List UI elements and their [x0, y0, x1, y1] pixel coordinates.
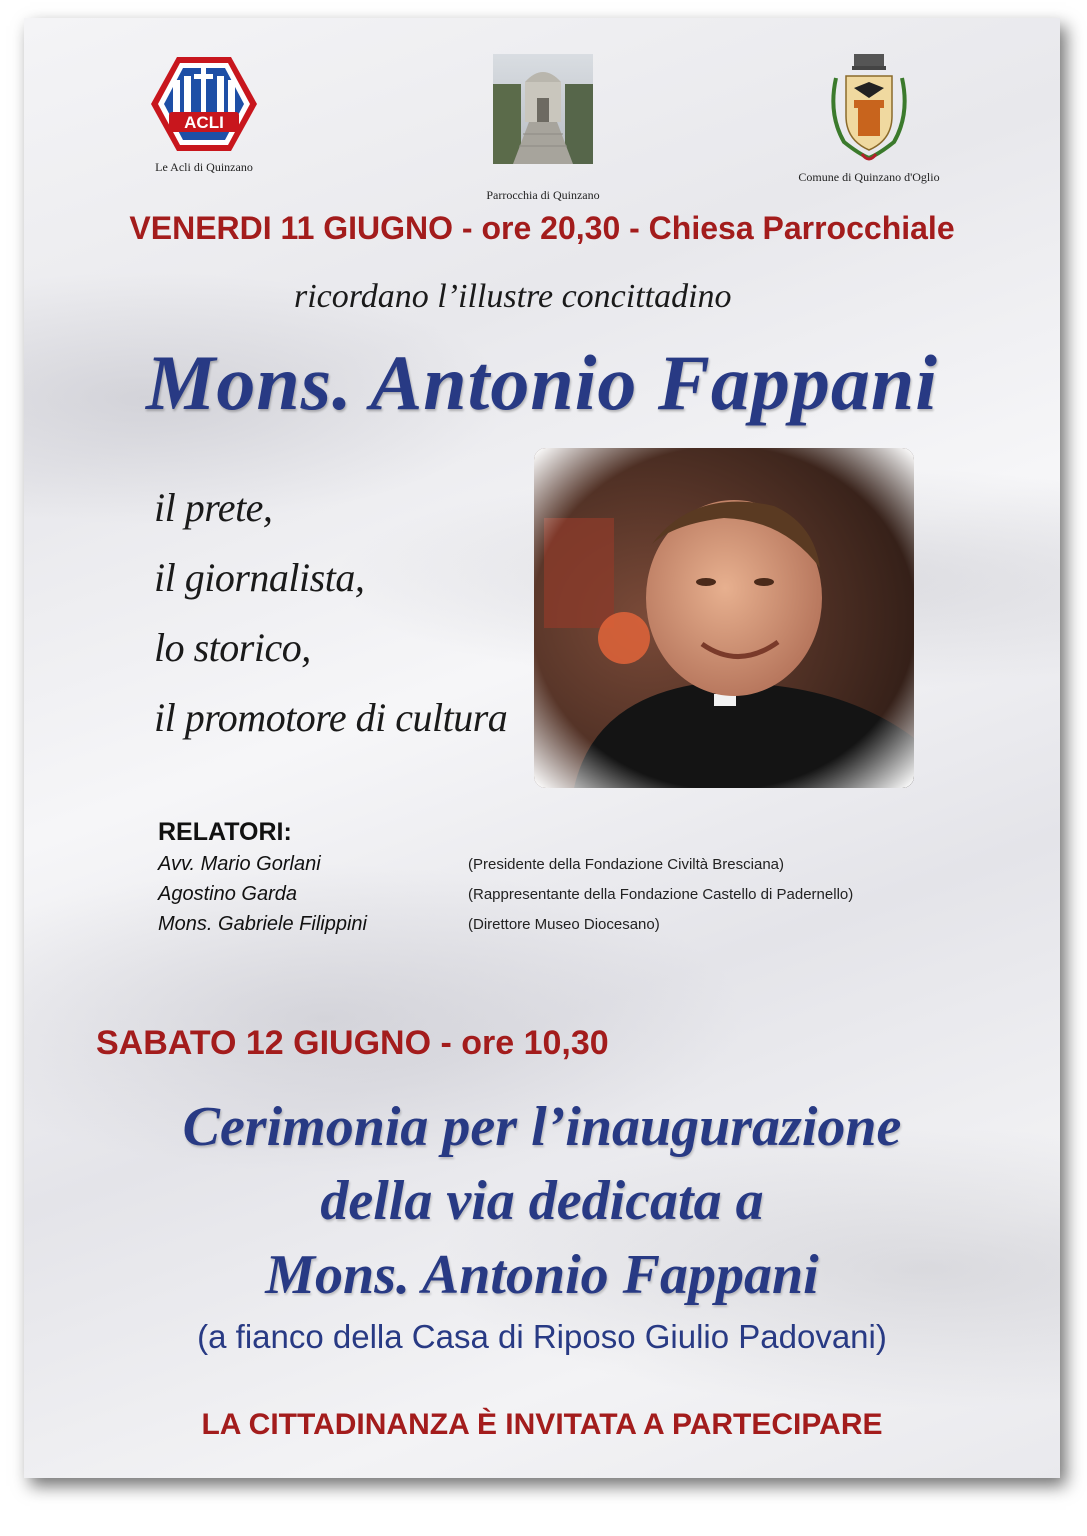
- parish-caption: Parrocchia di Quinzano: [486, 188, 600, 202]
- acli-logo-text: ACLI: [184, 113, 224, 132]
- speaker-row: [158, 879, 853, 909]
- event2-title-line: della via dedicata a: [320, 1170, 764, 1232]
- speakers-section: [158, 818, 853, 939]
- event2-title-line: Cerimonia per l’inaugurazione: [182, 1096, 902, 1158]
- comune-logo-block: [794, 54, 944, 185]
- event2-location: (a fianco della Casa di Riposo Giulio Padovani): [197, 1318, 887, 1355]
- role-line: il prete,: [154, 485, 273, 530]
- acli-logo-block: [144, 54, 264, 175]
- speaker-role: (Direttore Museo Diocesano): [468, 915, 660, 933]
- speaker-row: [158, 849, 853, 879]
- event2-title: [24, 1090, 1060, 1312]
- acli-logo-icon: [149, 54, 259, 154]
- event2-headline: SABATO 12 GIUGNO - ore 10,30: [96, 1024, 609, 1062]
- speaker-role: (Rappresentante della Fondazione Castello di Padernello): [468, 885, 854, 903]
- speaker-row: [158, 909, 853, 939]
- event1-headline: VENERDI 11 GIUGNO - ore 20,30 - Chiesa Parrocchiale: [129, 210, 955, 246]
- roles-list: [154, 480, 507, 746]
- role-line: il promotore di cultura: [154, 695, 508, 740]
- speakers-heading: RELATORI:: [158, 818, 292, 846]
- parish-logo-block: [478, 54, 608, 203]
- poster: [24, 18, 1060, 1478]
- comune-caption: Comune di Quinzano d'Oglio: [798, 170, 940, 184]
- speaker-name: Agostino Garda: [158, 882, 297, 905]
- speaker-name: Mons. Gabriele Filippini: [158, 912, 367, 935]
- footer-invite: LA CITTADINANZA È INVITATA A PARTECIPARE: [201, 1408, 883, 1441]
- event2-title-line: Mons. Antonio Fappani: [265, 1244, 819, 1306]
- role-line: il giornalista,: [154, 555, 365, 600]
- speaker-name: Avv. Mario Gorlani: [158, 852, 321, 875]
- comune-coat-of-arms-icon: [824, 54, 914, 164]
- portrait-image: [534, 448, 914, 788]
- portrait-photo: [534, 448, 914, 788]
- event1-name: Mons. Antonio Fappani: [146, 339, 938, 426]
- event1-intro: ricordano l’illustre concittadino: [294, 278, 732, 315]
- acli-caption: Le Acli di Quinzano: [155, 160, 253, 174]
- speaker-role: (Presidente della Fondazione Civiltà Bresciana): [468, 855, 784, 873]
- parish-church-image: [493, 54, 593, 164]
- role-line: lo storico,: [154, 625, 311, 670]
